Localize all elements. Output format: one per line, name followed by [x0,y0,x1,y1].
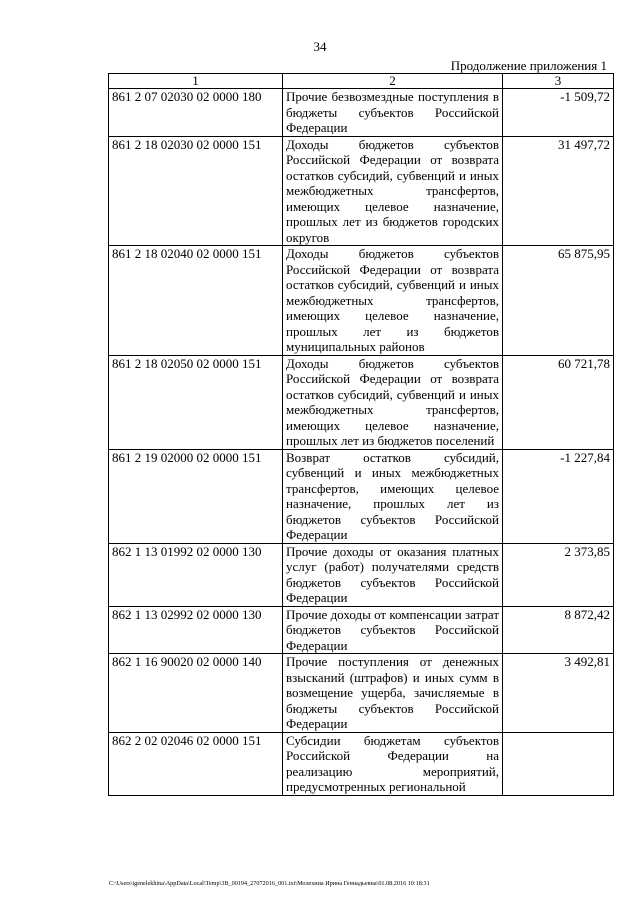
amount: 8 872,42 [503,606,614,654]
amount: 65 875,95 [503,246,614,356]
table-row [109,732,614,795]
table-row [109,355,614,449]
budget-code: 861 2 07 02030 02 0000 180 [109,89,283,137]
table-row [109,246,614,356]
budget-code: 862 2 02 02046 02 0000 151 [109,732,283,795]
budget-code: 861 2 18 02030 02 0000 151 [109,136,283,246]
table-row [109,449,614,543]
amount: 31 497,72 [503,136,614,246]
amount: 60 721,78 [503,355,614,449]
budget-code: 861 2 19 02000 02 0000 151 [109,449,283,543]
table-row [109,654,614,733]
budget-code: 861 2 18 02050 02 0000 151 [109,355,283,449]
description: Доходы бюджетов субъектов Российской Федерации от возврата остатков субсидий, субвенций и иных межбюджетных трансфертов, имеющих целевое назначение, прошлых лет из бюджетов городских округов [283,136,503,246]
description: Доходы бюджетов субъектов Российской Федерации от возврата остатков субсидий, субвенций и иных межбюджетных трансфертов, имеющих целевое назначение, прошлых лет из бюджетов муниципальных районов [283,246,503,356]
budget-code: 861 2 18 02040 02 0000 151 [109,246,283,356]
footer-file-path: C:\Users\igenelekhina\AppData\Local\Temp\3B_00194_27072016_001.txt\Молехина Ирина Геннадьевна\01.08.2016 10:18:31 [109,880,430,887]
column-header: 2 [283,74,503,89]
table-row [109,89,614,137]
description: Прочие безвозмездные поступления в бюджеты субъектов Российской Федерации [283,89,503,137]
budget-code: 862 1 16 90020 02 0000 140 [109,654,283,733]
description: Субсидии бюджетам субъектов Российской Федерации на реализацию мероприятий, предусмотренных региональной [283,732,503,795]
amount: 3 492,81 [503,654,614,733]
page-number: 34 [313,39,327,54]
column-header: 3 [503,74,614,89]
budget-code: 862 1 13 02992 02 0000 130 [109,606,283,654]
table-row [109,136,614,246]
description: Прочие доходы от компенсации затрат бюджетов субъектов Российской Федерации [283,606,503,654]
budget-table [108,73,614,796]
amount: -1 227,84 [503,449,614,543]
table-header-row [109,74,614,89]
table-row [109,543,614,606]
column-header: 1 [109,74,283,89]
continuation-label: Продолжение приложения 1 [450,58,607,73]
description: Прочие поступления от денежных взысканий (штрафов) и иных сумм в возмещение ущерба, зачисляемые в бюджеты субъектов Российской Федерации [283,654,503,733]
amount: 2 373,85 [503,543,614,606]
description: Прочие доходы от оказания платных услуг (работ) получателями средств бюджетов субъектов Российской Федерации [283,543,503,606]
budget-code: 862 1 13 01992 02 0000 130 [109,543,283,606]
amount [503,732,614,795]
description: Возврат остатков субсидий, субвенций и иных межбюджетных трансфертов, имеющих целевое назначение, прошлых лет из бюджетов субъектов Российской Федерации [283,449,503,543]
amount: -1 509,72 [503,89,614,137]
description: Доходы бюджетов субъектов Российской Федерации от возврата остатков субсидий, субвенций и иных межбюджетных трансфертов, имеющих целевое назначение, прошлых лет из бюджетов поселений [283,355,503,449]
table-row [109,606,614,654]
